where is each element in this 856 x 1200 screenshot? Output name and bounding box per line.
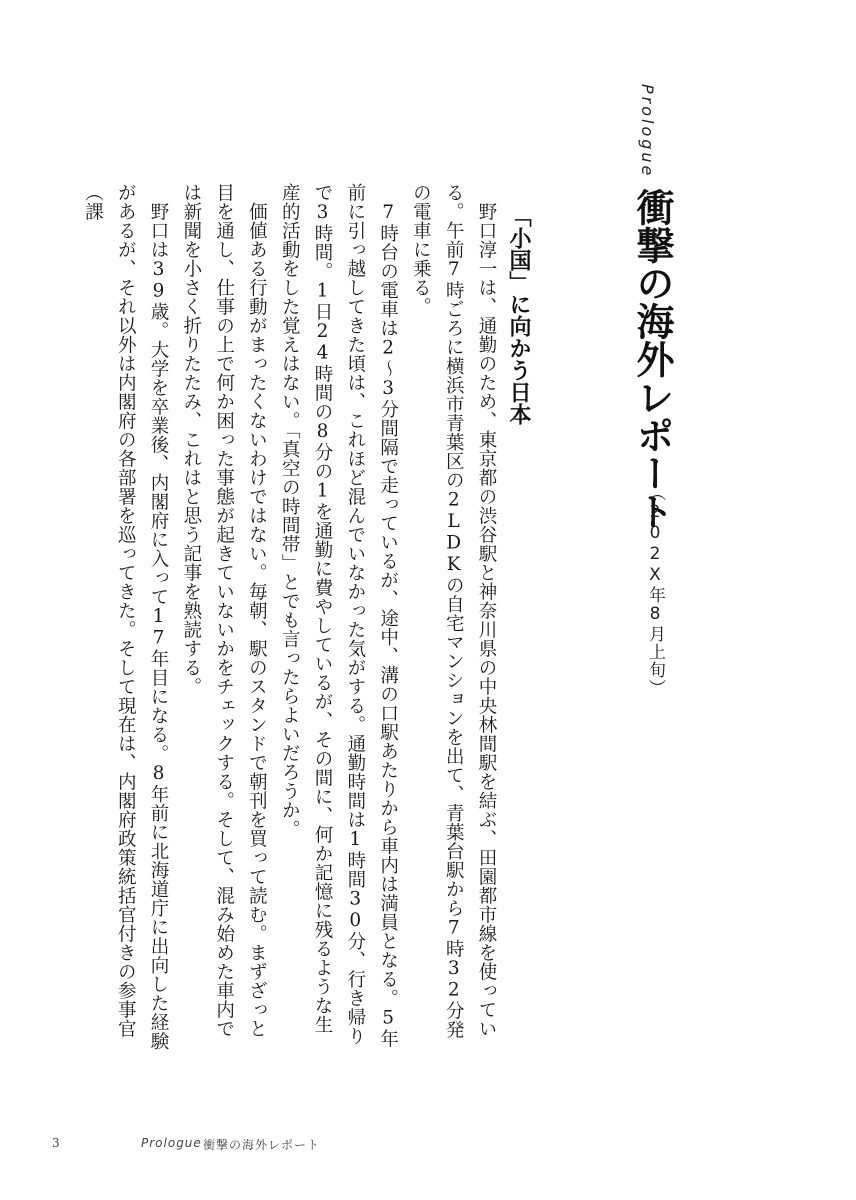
- page-number: 3: [52, 1136, 60, 1150]
- chapter-title: 衝撃の海外レポート: [630, 188, 674, 530]
- section-label: Prologue: [638, 84, 657, 179]
- section-heading: 「小国」に向かう日本: [506, 205, 531, 425]
- body-text: [82, 183, 502, 1051]
- body-paragraph: 価値ある行動がまったくないわけではない。毎朝、駅のスタンドで朝刊を買って読む。まずざっと目を通し、仕事の上で何か困った事態が起きていないかをチェックする。そして、混み始めた車内では新聞を小さく折りたたみ、これはと思う記事を熟読する。: [180, 183, 268, 1038]
- body-paragraph: 7時台の電車は2～3分間隔で走っているが、途中、溝の口駅あたりから車内は満員となる。5年前に引っ越してきた頃は、これほど混んでいなかった気がする。通勤時間は1時間30分、行き帰りで3時間。1日24時間の8分の1を通勤に費やしているが、その間に、何か記憶に残るような生産的活動をした覚えはない。「真空の時間帯」とでも言ったらよいだろうか。: [279, 183, 399, 1048]
- body-paragraph: 野口は39歳。大学を卒業後、内閣府に入って17年目になる。8年前に北海道庁に出向した経験があるが、それ以外は内閣府の各部署を巡ってきた。そして現在は、内閣府政策統括官付きの参事官（課: [82, 183, 170, 1050]
- chapter-date: （202X年8月上旬）: [645, 484, 665, 697]
- footer-section-label: Prologue: [141, 1136, 202, 1150]
- body-paragraph: 野口淳一は、通勤のため、東京都の渋谷駅と神奈川県の中央林間駅を結ぶ、田園都市線を使っている。午前7時ごろに横浜市青葉区の2LDKの自宅マンションを出て、青葉台駅から7時32分発の電車に乗る。: [410, 183, 497, 1039]
- footer-chapter-title: 衝撃の海外レポート: [203, 1138, 321, 1152]
- page-footer: [0, 1136, 856, 1156]
